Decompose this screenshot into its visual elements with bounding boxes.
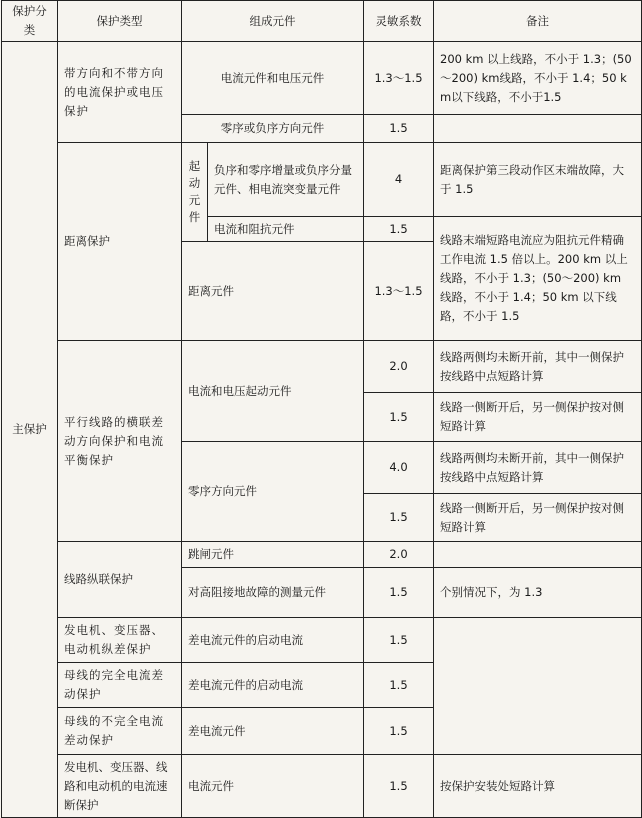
header-category: 保护分类 xyxy=(2,1,58,42)
component-cell: 距离元件 xyxy=(182,242,364,341)
component-cell: 对高阻接地故障的测量元件 xyxy=(182,568,364,618)
component-cell: 跳闸元件 xyxy=(182,542,364,568)
table-row xyxy=(2,755,642,818)
type-cell: 带方向和不带方向的电流保护或电压保护 xyxy=(58,42,182,143)
note-cell: 线路一侧断开后，另一侧保护按对侧短路计算 xyxy=(434,494,642,542)
coef-cell: 1.5 xyxy=(364,494,434,542)
note-cell: 按保护安装处短路计算 xyxy=(434,755,642,818)
note-cell: 线路一侧断开后，另一侧保护按对侧短路计算 xyxy=(434,393,642,442)
note-cell: 个别情况下，为 1.3 xyxy=(434,568,642,618)
note-cell: 线路两侧均未断开前，其中一侧保护按线路中点短路计算 xyxy=(434,442,642,494)
type-cell: 发电机、变压器、线路和电动机的电流速断保护 xyxy=(58,755,182,818)
component-cell: 差电流元件的启动电流 xyxy=(182,618,364,663)
type-cell: 线路纵联保护 xyxy=(58,542,182,618)
header-note: 备注 xyxy=(434,1,642,42)
category-cell: 主保护 xyxy=(2,42,58,818)
coef-cell: 4 xyxy=(364,143,434,217)
note-cell: 200 km 以上线路，不小于 1.3；(50～200) km线路，不小于 1.4；50 km以下线路，不小于1.5 xyxy=(434,42,642,115)
coef-cell: 1.5 xyxy=(364,568,434,618)
component-cell: 电流元件和电压元件 xyxy=(182,42,364,115)
note-cell xyxy=(434,542,642,568)
note-cell xyxy=(434,115,642,143)
coef-cell: 1.5 xyxy=(364,393,434,442)
coef-cell: 1.5 xyxy=(364,755,434,818)
start-group-cell: 起动元件 xyxy=(182,143,208,242)
table-row xyxy=(2,42,642,115)
note-cell: 距离保护第三段动作区末端故障，大于 1.5 xyxy=(434,143,642,217)
coef-cell: 2.0 xyxy=(364,341,434,393)
type-cell: 母线的完全电流差动保护 xyxy=(58,663,182,708)
coef-cell: 1.5 xyxy=(364,663,434,708)
type-cell: 发电机、变压器、电动机纵差保护 xyxy=(58,618,182,663)
header-type: 保护类型 xyxy=(58,1,182,42)
type-cell: 距离保护 xyxy=(58,143,182,341)
coef-cell: 1.5 xyxy=(364,115,434,143)
type-cell: 平行线路的横联差动方向保护和电流平衡保护 xyxy=(58,341,182,542)
sensitivity-table xyxy=(1,0,642,818)
type-cell: 母线的不完全电流差动保护 xyxy=(58,708,182,755)
component-cell: 零序或负序方向元件 xyxy=(182,115,364,143)
table-row xyxy=(2,143,642,217)
coef-cell: 4.0 xyxy=(364,442,434,494)
coef-cell: 1.5 xyxy=(364,217,434,242)
note-cell: 线路两侧均未断开前，其中一侧保护按线路中点短路计算 xyxy=(434,341,642,393)
component-cell: 电流和阻抗元件 xyxy=(208,217,364,242)
coef-cell: 1.5 xyxy=(364,618,434,663)
table-row xyxy=(2,618,642,663)
table-row xyxy=(2,341,642,393)
header-row xyxy=(2,1,642,42)
coef-cell: 1.3～1.5 xyxy=(364,242,434,341)
note-cell xyxy=(434,618,642,755)
component-cell: 电流和电压起动元件 xyxy=(182,341,364,442)
component-cell: 电流元件 xyxy=(182,755,364,818)
component-cell: 差电流元件 xyxy=(182,708,364,755)
coef-cell: 2.0 xyxy=(364,542,434,568)
component-cell: 差电流元件的启动电流 xyxy=(182,663,364,708)
coef-cell: 1.5 xyxy=(364,708,434,755)
note-cell: 线路末端短路电流应为阻抗元件精确工作电流 1.5 倍以上。200 km 以上线路，不小于 1.3；(50～200) km 线路，不小于 1.4；50 km 以下线路，不小于 1.5 xyxy=(434,217,642,341)
coef-cell: 1.3～1.5 xyxy=(364,42,434,115)
component-cell: 零序方向元件 xyxy=(182,442,364,542)
header-component: 组成元件 xyxy=(182,1,364,42)
header-coef: 灵敏系数 xyxy=(364,1,434,42)
table-row xyxy=(2,542,642,568)
component-cell: 负序和零序增量或负序分量元件、相电流突变量元件 xyxy=(208,143,364,217)
